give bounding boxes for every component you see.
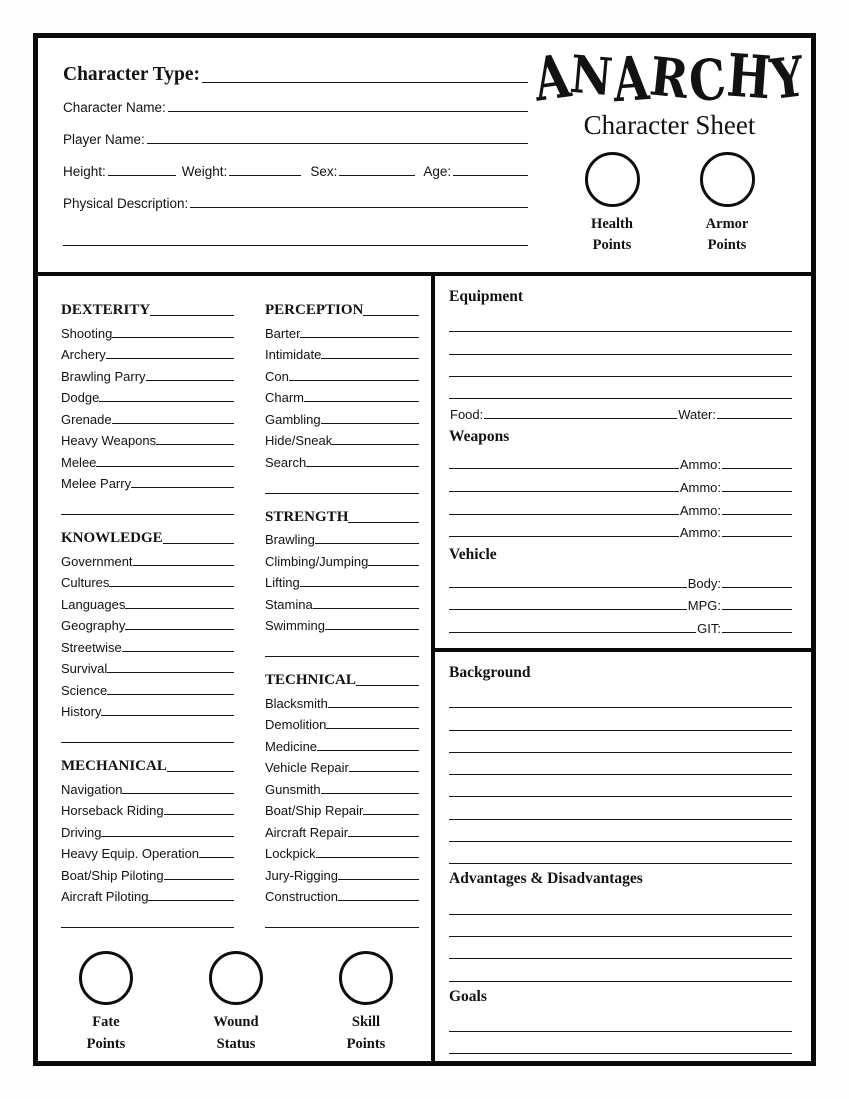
dexterity-attribute-field[interactable]	[150, 315, 234, 316]
skill-label: Heavy Weapons	[61, 433, 157, 448]
character-type-label: Character Type:	[63, 64, 201, 85]
skill-row	[61, 405, 234, 427]
skill-label: Demolition	[265, 717, 327, 732]
skill-value-field[interactable]	[325, 629, 419, 630]
skill-value-field[interactable]	[125, 608, 234, 609]
skill-value-field[interactable]	[300, 337, 419, 338]
vehicle-stat-field[interactable]	[722, 609, 792, 610]
skill-row	[61, 840, 234, 862]
skill-row	[265, 569, 419, 591]
sex-field[interactable]	[339, 175, 415, 176]
skill-label: Lockpick	[265, 846, 316, 861]
vehicle-rows	[449, 568, 792, 636]
skill-row	[61, 797, 234, 819]
skill-row	[61, 384, 234, 406]
character-name-label: Character Name:	[63, 100, 166, 115]
skill-label: Swimming	[265, 618, 325, 633]
skill-label: Government	[61, 553, 133, 569]
background-line[interactable]	[449, 842, 792, 864]
fate-points-label	[87, 1012, 126, 1056]
mechanical-attribute-field[interactable]	[167, 771, 234, 772]
advantages-line[interactable]	[449, 892, 792, 914]
physical-description-field[interactable]	[190, 207, 528, 208]
player-name-label: Player Name:	[63, 132, 145, 147]
background-line[interactable]	[449, 797, 792, 819]
background-line[interactable]	[449, 820, 792, 842]
gear-section	[435, 276, 811, 652]
extra-skill-line[interactable]	[265, 904, 419, 928]
skill-row	[61, 633, 234, 655]
brand-block	[528, 38, 811, 272]
skill-row	[61, 341, 234, 363]
mechanical-section	[61, 752, 234, 928]
armor-points-circle[interactable]	[700, 152, 755, 207]
advantages-line[interactable]	[449, 937, 792, 959]
skill-row	[265, 689, 419, 711]
skill-label: Charm	[265, 390, 305, 405]
skill-value-field[interactable]	[338, 900, 419, 901]
skill-row	[61, 590, 234, 612]
skill-points-label	[347, 1012, 386, 1056]
skill-label: Navigation	[61, 781, 123, 797]
skill-value-field[interactable]	[101, 836, 234, 837]
food-field[interactable]	[484, 418, 677, 419]
skill-value-field[interactable]	[349, 771, 419, 772]
skill-row	[61, 861, 234, 883]
skill-label: Blacksmith	[265, 695, 328, 711]
vehicle-name-field[interactable]	[449, 609, 687, 610]
skill-label: Boat/Ship Repair	[265, 803, 364, 818]
weapon-row	[449, 518, 792, 541]
background-line[interactable]	[449, 708, 792, 730]
skill-label: Brawling Parry	[61, 368, 146, 384]
strength-attribute-field[interactable]	[348, 522, 419, 523]
character-type-row	[63, 64, 528, 86]
skill-label: Barter	[265, 325, 301, 341]
skill-value-field[interactable]	[133, 565, 234, 566]
skill-value-field[interactable]	[321, 423, 419, 424]
health-points-label	[591, 214, 633, 258]
body-section	[38, 276, 811, 1061]
vehicle-row	[449, 591, 792, 614]
skill-row	[265, 775, 419, 797]
skill-label: Geography	[61, 618, 126, 633]
weapons-rows	[449, 450, 792, 540]
skill-row	[61, 470, 234, 492]
technical-title: TECHNICAL	[265, 672, 356, 688]
skill-value-field[interactable]	[164, 879, 234, 880]
perception-title: PERCEPTION	[265, 302, 364, 318]
character-type-field[interactable]	[202, 82, 528, 83]
skill-value-field[interactable]	[106, 358, 234, 359]
advantages-line[interactable]	[449, 959, 792, 981]
dexterity-title: DEXTERITY	[61, 302, 151, 318]
skill-label: Shooting	[61, 325, 113, 341]
skill-row	[61, 655, 234, 677]
goals-line[interactable]	[449, 1032, 792, 1054]
weapon-row	[449, 450, 792, 473]
skill-row	[61, 319, 234, 341]
skill-value-field[interactable]	[363, 814, 419, 815]
skill-value-field[interactable]	[289, 380, 419, 381]
skills-left-column	[61, 296, 234, 937]
skill-label: Construction	[265, 889, 338, 904]
technical-skill-list	[265, 689, 419, 904]
skill-row	[265, 883, 419, 905]
mechanical-skill-list	[61, 775, 234, 904]
weapon-name-field[interactable]	[449, 514, 679, 515]
skill-label: Aircraft Piloting	[61, 889, 149, 904]
vehicle-stat-label: Body:	[687, 575, 721, 591]
skill-value-field[interactable]	[306, 466, 419, 467]
fate-points-circle[interactable]	[79, 951, 133, 1005]
skill-points-circle[interactable]	[339, 951, 393, 1005]
fate-label-line2: Points	[86, 1035, 126, 1052]
armor-label-line2: Points	[707, 237, 747, 254]
identity-section	[38, 38, 811, 276]
skill-value-field[interactable]	[338, 879, 419, 880]
skill-label: History	[61, 704, 102, 719]
equipment-lines	[449, 310, 792, 399]
health-label-line1: Health	[591, 215, 633, 232]
knowledge-title: KNOWLEDGE	[61, 530, 163, 546]
skill-label: Science	[61, 682, 108, 698]
weapon-name-field[interactable]	[449, 536, 679, 537]
vehicle-row	[449, 613, 792, 636]
armor-points-block	[700, 152, 755, 258]
skill-label: Gambling	[265, 411, 321, 427]
skill-label-line1: Skill	[351, 1014, 381, 1030]
vehicle-title: Vehicle	[449, 546, 497, 564]
health-points-block	[585, 152, 640, 258]
weight-field[interactable]	[229, 175, 301, 176]
equipment-title: Equipment	[449, 288, 524, 305]
skill-label: Dodge	[61, 390, 100, 405]
skill-label: Heavy Equip. Operation	[61, 846, 200, 861]
skill-row	[265, 405, 419, 427]
skill-label: Languages	[61, 596, 126, 612]
background-line[interactable]	[449, 731, 792, 753]
skill-row	[265, 861, 419, 883]
skill-label: Climbing/Jumping	[265, 553, 369, 569]
physical-description-row	[63, 196, 528, 211]
technical-section	[265, 666, 419, 928]
goals-title: Goals	[449, 987, 487, 1005]
character-sheet	[33, 33, 816, 1066]
weapon-name-field[interactable]	[449, 491, 679, 492]
ammo-label: Ammo:	[679, 457, 721, 473]
fate-label-line1: Fate	[92, 1014, 120, 1030]
background-line[interactable]	[449, 686, 792, 708]
right-area	[435, 276, 811, 1061]
dexterity-section	[61, 296, 234, 515]
background-title: Background	[449, 664, 531, 681]
vehicle-name-field[interactable]	[449, 587, 687, 588]
skill-row	[265, 711, 419, 733]
height-field[interactable]	[108, 175, 176, 176]
identity-form	[38, 38, 528, 272]
food-water-row	[449, 399, 792, 422]
skill-label: Con	[265, 368, 289, 384]
skill-value-field[interactable]	[125, 629, 234, 630]
skill-row	[265, 362, 419, 384]
skill-row	[61, 883, 234, 905]
character-name-row	[63, 100, 528, 115]
skill-label: Gunsmith	[265, 781, 321, 797]
skill-value-field[interactable]	[107, 672, 234, 673]
skill-label: Archery	[61, 347, 106, 362]
skill-value-field[interactable]	[300, 586, 419, 587]
skill-row	[61, 676, 234, 698]
vehicle-stat-label: GIT:	[697, 620, 721, 636]
skill-value-field[interactable]	[112, 423, 234, 424]
dexterity-skill-list	[61, 319, 234, 491]
skill-value-field[interactable]	[328, 707, 419, 708]
skill-value-field[interactable]	[317, 750, 419, 751]
skill-row	[61, 427, 234, 449]
skill-label: Stamina	[265, 596, 313, 612]
wound-status-circle[interactable]	[209, 951, 263, 1005]
perception-skill-list	[265, 319, 419, 470]
goals-line[interactable]	[449, 1010, 792, 1032]
skill-row	[61, 612, 234, 634]
skill-row	[265, 448, 419, 470]
skill-label: Driving	[61, 824, 102, 840]
skill-value-field[interactable]	[146, 380, 234, 381]
skill-label: Melee Parry	[61, 476, 132, 491]
skill-value-field[interactable]	[332, 444, 419, 445]
vehicle-stat-label: MPG:	[687, 598, 721, 614]
skill-value-field[interactable]	[313, 608, 419, 609]
skill-row	[61, 448, 234, 470]
player-name-row	[63, 132, 528, 147]
notes-section	[435, 652, 811, 1061]
background-lines	[449, 686, 792, 864]
skill-label: Intimidate	[265, 347, 322, 362]
skill-row	[265, 526, 419, 548]
skills-middle-column	[265, 296, 419, 937]
skill-row	[265, 427, 419, 449]
equipment-line[interactable]	[449, 377, 792, 399]
skill-value-field[interactable]	[316, 857, 419, 858]
strength-title: STRENGTH	[265, 508, 349, 525]
weight-label: Weight:	[181, 164, 228, 179]
height-label: Height:	[63, 164, 106, 179]
background-line[interactable]	[449, 753, 792, 775]
skill-row	[265, 840, 419, 862]
skill-value-field[interactable]	[321, 358, 419, 359]
wound-status-block	[209, 951, 263, 1056]
strength-section	[265, 503, 419, 658]
vehicle-stat-field[interactable]	[722, 587, 792, 588]
skill-row	[61, 547, 234, 569]
skill-value-field[interactable]	[109, 586, 234, 587]
skill-value-field[interactable]	[99, 401, 234, 402]
skill-row	[265, 590, 419, 612]
physical-description-extra-line[interactable]	[63, 228, 528, 246]
background-line[interactable]	[449, 775, 792, 797]
skills-area	[38, 276, 435, 1061]
anarchy-logo: ANARCHY	[528, 40, 810, 116]
skill-label: Aircraft Repair	[265, 824, 349, 840]
skill-value-field[interactable]	[348, 836, 419, 837]
skill-label: Hide/Sneak	[265, 433, 333, 448]
skill-points-block	[339, 951, 393, 1056]
skill-row	[61, 569, 234, 591]
skill-value-field[interactable]	[122, 651, 234, 652]
skill-value-field[interactable]	[112, 337, 234, 338]
vehicle-name-field[interactable]	[449, 632, 696, 633]
advantages-title: Advantages & Disadvantages	[449, 870, 643, 888]
ammo-field[interactable]	[722, 536, 792, 537]
armor-points-label	[706, 214, 749, 258]
skill-value-field[interactable]	[156, 444, 234, 445]
skill-label: Survival	[61, 661, 108, 676]
skill-row	[265, 341, 419, 363]
skill-value-field[interactable]	[326, 728, 419, 729]
skill-value-field[interactable]	[107, 694, 234, 695]
advantages-lines	[449, 892, 792, 981]
age-label: Age:	[423, 164, 452, 179]
mechanical-title: MECHANICAL	[61, 758, 167, 774]
character-name-field[interactable]	[168, 111, 528, 112]
skill-row	[265, 754, 419, 776]
skill-value-field[interactable]	[304, 401, 419, 402]
equipment-line[interactable]	[449, 355, 792, 377]
fate-points-block	[79, 951, 133, 1056]
ammo-field[interactable]	[722, 514, 792, 515]
skill-row	[265, 732, 419, 754]
skill-value-field[interactable]	[122, 793, 234, 794]
skill-value-field[interactable]	[315, 543, 419, 544]
skill-value-field[interactable]	[148, 900, 234, 901]
skill-label: Lifting	[265, 575, 300, 590]
skill-label: Streetwise	[61, 639, 122, 655]
equipment-line[interactable]	[449, 332, 792, 354]
ammo-field[interactable]	[722, 491, 792, 492]
wound-label-line2: Status	[216, 1035, 256, 1052]
skill-row	[265, 612, 419, 634]
skill-row	[61, 362, 234, 384]
skill-label: Cultures	[61, 575, 110, 590]
skill-value-field[interactable]	[164, 814, 234, 815]
skill-label: Jury-Rigging	[265, 867, 338, 883]
advantages-line[interactable]	[449, 915, 792, 937]
skill-row	[61, 775, 234, 797]
extra-skill-line[interactable]	[61, 719, 234, 743]
skill-row	[265, 818, 419, 840]
skill-value-field[interactable]	[321, 793, 419, 794]
ammo-label: Ammo:	[679, 502, 721, 518]
knowledge-section	[61, 524, 234, 743]
sex-label: Sex:	[310, 164, 338, 179]
bottom-point-circles	[61, 937, 419, 1056]
food-label: Food:	[450, 406, 484, 422]
strength-skill-list	[265, 526, 419, 634]
weapons-title: Weapons	[449, 427, 510, 445]
skill-label: Grenade	[61, 411, 112, 427]
armor-label-line1: Armor	[705, 215, 749, 232]
equipment-line[interactable]	[449, 310, 792, 332]
skill-label: Brawling	[265, 532, 315, 547]
weapon-name-field[interactable]	[449, 468, 679, 469]
weapon-row	[449, 495, 792, 518]
health-label-line2: Points	[592, 237, 632, 254]
perception-attribute-field[interactable]	[363, 315, 419, 316]
ammo-field[interactable]	[722, 468, 792, 469]
skill-label-line2: Points	[346, 1035, 386, 1052]
age-field[interactable]	[453, 175, 528, 176]
knowledge-skill-list	[61, 547, 234, 719]
skill-value-field[interactable]	[131, 487, 234, 488]
skill-value-field[interactable]	[368, 565, 419, 566]
skill-label: Horseback Riding	[61, 803, 164, 818]
knowledge-attribute-field[interactable]	[163, 543, 234, 544]
top-point-circles	[528, 152, 811, 258]
extra-skill-line[interactable]	[265, 470, 419, 494]
skill-value-field[interactable]	[199, 857, 234, 858]
extra-skill-line[interactable]	[265, 633, 419, 657]
wound-label-line1: Wound	[213, 1014, 259, 1030]
health-points-circle[interactable]	[585, 152, 640, 207]
skill-value-field[interactable]	[96, 466, 234, 467]
vehicle-stat-field[interactable]	[722, 632, 792, 633]
technical-attribute-field[interactable]	[356, 685, 419, 686]
vehicle-row	[449, 568, 792, 591]
water-label: Water:	[678, 406, 716, 422]
skill-row	[265, 384, 419, 406]
skill-value-field[interactable]	[101, 715, 234, 716]
extra-skill-line[interactable]	[61, 491, 234, 515]
sheet-subtitle: Character Sheet	[583, 109, 756, 140]
skill-row	[265, 319, 419, 341]
player-name-field[interactable]	[147, 143, 528, 144]
extra-skill-line[interactable]	[61, 904, 234, 928]
water-field[interactable]	[717, 418, 792, 419]
skill-row	[265, 547, 419, 569]
physical-description-label: Physical Description:	[63, 196, 189, 211]
skill-row	[61, 698, 234, 720]
skill-row	[265, 797, 419, 819]
skill-label: Medicine	[265, 738, 318, 754]
weapon-row	[449, 472, 792, 495]
vitals-row	[63, 164, 528, 179]
skill-label: Melee	[61, 454, 97, 470]
ammo-label: Ammo:	[679, 479, 721, 495]
goals-lines	[449, 1010, 792, 1055]
skill-label: Boat/Ship Piloting	[61, 867, 164, 883]
perception-section	[265, 296, 419, 494]
ammo-label: Ammo:	[679, 525, 721, 541]
skill-label: Search	[265, 454, 307, 470]
skill-label: Vehicle Repair	[265, 760, 349, 775]
skill-row	[61, 818, 234, 840]
wound-status-label	[213, 1012, 258, 1056]
